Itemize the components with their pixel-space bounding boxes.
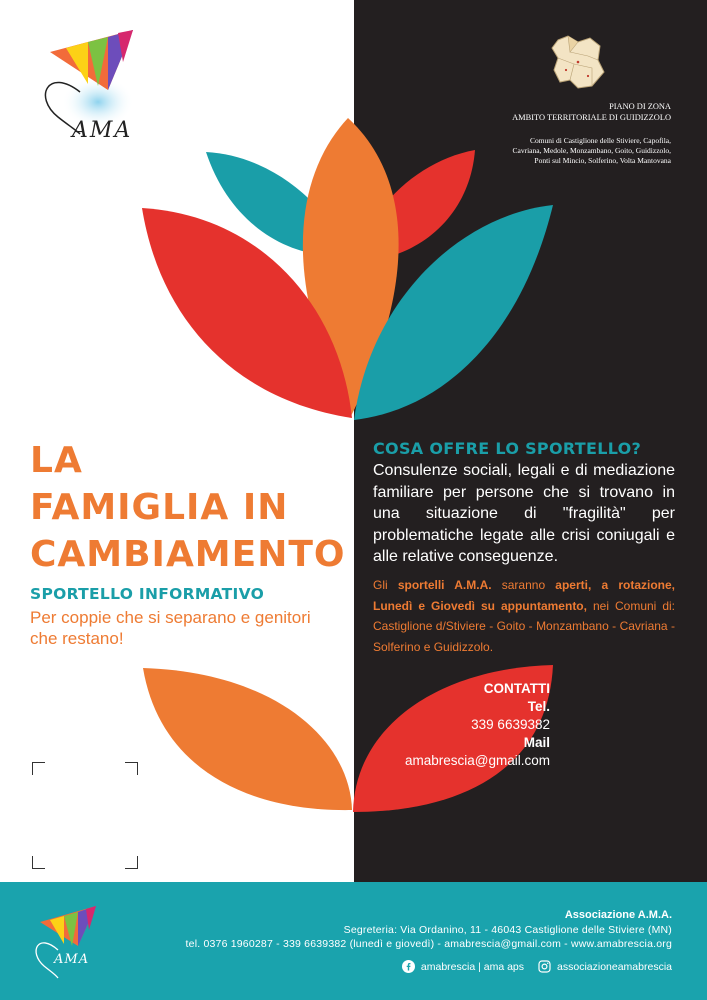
subtitle: SPORTELLO INFORMATIVO [30,585,265,603]
instagram-icon[interactable] [538,960,551,973]
instagram-link[interactable]: associazioneamabrescia [557,960,672,973]
tagline: Per coppie che si separano e genitori che restano! [30,608,311,648]
association-name: Associazione A.M.A. [564,909,672,921]
logo-text: AMA [72,118,133,143]
gli-text-4: aperti, a rotazione, Lunedì e Giovedì su appuntamento, [373,578,675,613]
corner-mark-top-right [125,762,138,775]
comuni-line-3: Ponti sul Mincio, Solferino, Volta Mantovana [534,156,671,165]
section-title: COSA OFFRE LO SPORTELLO? [373,439,642,458]
footer [0,882,707,1000]
title-line-2: FAMIGLIA IN [30,487,289,528]
corner-mark-bottom-left [32,856,45,869]
gli-text-2: sportelli A.M.A. [397,578,492,592]
facebook-link[interactable]: amabrescia | ama aps [420,960,525,973]
piano-line-2: AMBITO TERRITORIALE DI GUIDIZZOLO [512,113,671,122]
gli-text-1: Gli [373,578,398,592]
comuni-list [471,136,671,166]
title-line-1: LA [30,440,83,481]
comuni-line-1: Comuni di Castiglione delle Stiviere, Capofila, [529,136,671,145]
leaf-orange-bottom [143,668,352,810]
social-links [402,960,672,973]
footer-contacts: tel. 0376 1960287 - 339 6639382 (lunedì e giovedì) - amabrescia@gmail.com - www.amabrescia.org [185,938,672,950]
footer-ama-logo [26,894,106,984]
tel-value[interactable]: 339 6639382 [471,717,550,732]
footer-logo-text: AMA [54,952,90,967]
mail-value[interactable]: amabrescia@gmail.com [405,753,550,768]
facebook-icon[interactable] [402,960,415,973]
tel-label: Tel. [527,699,550,714]
territory-map [548,32,608,92]
corner-mark-top-left [32,762,45,775]
segreteria-address: Segreteria: Via Ordanino, 11 - 46043 Castiglione delle Stiviere (MN) [343,924,672,936]
gli-text-5: nei Comuni di: Castiglione d/Stiviere - Goito - Monzambano - Cavriana - Solferino e Guidizzolo. [373,598,675,654]
piano-di-zona [451,101,671,123]
mail-label: Mail [523,735,550,750]
piano-line-1: PIANO DI ZONA [609,102,671,111]
sportelli-info [373,575,675,657]
comuni-line-2: Cavriana, Medole, Monzambano, Goito, Guidizzolo, [512,146,671,155]
section-body: Consulenze sociali, legali e di mediazione familiare per persone che si trovano in una situazione di "fragilità" per problematiche legate alle crisi coniugali e alle relative conseguenze. [373,462,675,565]
contacts-block [405,680,550,770]
contacts-heading: CONTATTI [483,681,550,696]
corner-mark-bottom-right [125,856,138,869]
title-line-3: CAMBIAMENTO [30,534,346,575]
page-title [30,437,350,578]
gli-text-3: saranno [491,578,556,592]
